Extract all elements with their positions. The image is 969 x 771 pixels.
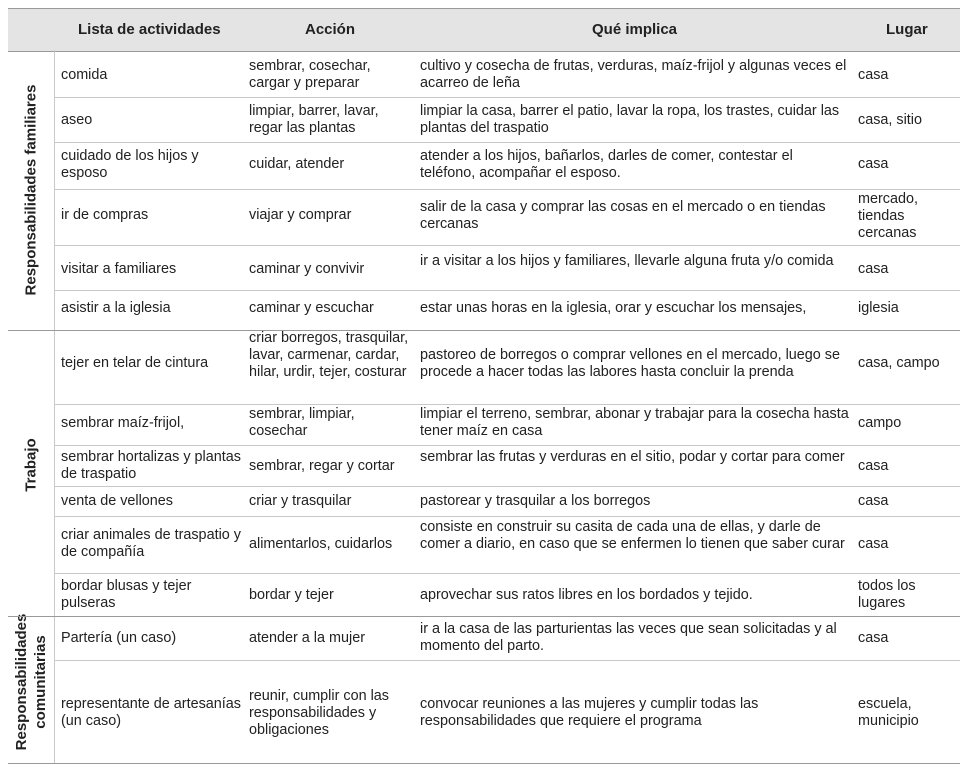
cell-actividad: criar animales de traspatio y de compañía (61, 527, 241, 560)
cell-accion: caminar y convivir (249, 261, 365, 277)
cell-actividad: Partería (un caso) (61, 630, 177, 646)
cell-actividad: comida (61, 67, 108, 83)
cell-implica: limpiar la casa, barrer el patio, lavar la ropa, los trastes, cuidar las plantas del traspatio (420, 103, 840, 136)
cell-actividad: aseo (61, 112, 93, 128)
row-divider (55, 189, 960, 190)
cell-lugar: casa, campo (858, 355, 940, 371)
table-header (8, 8, 960, 52)
row-divider (55, 142, 960, 143)
cell-accion: reunir, cumplir con las responsabilidades y obligaciones (249, 688, 389, 738)
group-label: Responsabilidades comunitarias (13, 613, 49, 751)
cell-accion: bordar y tejer (249, 587, 334, 603)
cell-implica: sembrar las frutas y verduras en el sitio, podar y cortar para comer (420, 449, 845, 465)
cell-implica: ir a la casa de las parturientas las veces que sean solicitadas y al momento del parto. (420, 621, 837, 654)
group-divider (8, 616, 960, 617)
row-divider (55, 97, 960, 98)
table-bottom-line (8, 763, 960, 764)
cell-actividad: tejer en telar de cintura (61, 355, 209, 371)
cell-implica: limpiar el terreno, sembrar, abonar y trabajar para la cosecha hasta tener maíz en casa (420, 406, 849, 439)
cell-accion: alimentarlos, cuidarlos (249, 536, 393, 552)
cell-lugar: iglesia (858, 300, 899, 316)
cell-actividad: representante de artesanías (un caso) (61, 696, 242, 729)
cell-actividad: bordar blusas y tejer pulseras (61, 578, 192, 611)
group-responsabilidades-familiares (8, 50, 54, 330)
cell-implica: salir de la casa y comprar las cosas en el mercado o en tiendas cercanas (420, 199, 826, 232)
cell-actividad: venta de vellones (61, 493, 174, 509)
header-actividad: Lista de actividades (78, 21, 221, 38)
cell-accion: limpiar, barrer, lavar, regar las plantas (249, 103, 379, 136)
cell-lugar: casa (858, 536, 889, 552)
group-responsabilidades-comunitarias (8, 600, 54, 764)
row-divider (55, 573, 960, 574)
cell-accion: criar borregos, trasquilar, lavar, carmenar, cardar, hilar, urdir, tejer, costurar (249, 330, 409, 380)
cell-lugar: mercado, tiendas cercanas (858, 191, 918, 241)
cell-accion: sembrar, limpiar, cosechar (249, 406, 355, 439)
cell-accion: sembrar, cosechar, cargar y preparar (249, 58, 371, 91)
header-accion: Acción (305, 21, 356, 38)
cell-lugar: todos los lugares (858, 578, 916, 611)
row-divider (55, 290, 960, 291)
header-implica: Qué implica (592, 21, 678, 38)
cell-implica: pastoreo de borregos o comprar vellones en el mercado, luego se procede a hacer todas las labores hasta concluir la prenda (420, 347, 840, 380)
cell-implica: consiste en construir su casita de cada una de ellas, y darle de comer a diario, en caso que se enfermen lo tienen que saber curar (420, 519, 845, 552)
cell-lugar: escuela, municipio (858, 696, 919, 729)
cell-lugar: casa (858, 630, 889, 646)
cell-actividad: sembrar maíz-frijol, (61, 415, 185, 431)
cell-implica: pastorear y trasquilar a los borregos (420, 493, 651, 509)
row-divider (55, 245, 960, 246)
cell-lugar: casa (858, 458, 889, 474)
cell-lugar: casa (858, 493, 889, 509)
cell-actividad: sembrar hortalizas y plantas de traspatio (61, 449, 241, 482)
cell-actividad: ir de compras (61, 207, 149, 223)
group-trabajo (8, 330, 54, 600)
cell-implica: cultivo y cosecha de frutas, verduras, maíz-frijol y algunas veces el acarreo de leña (420, 58, 847, 91)
group-label: Trabajo (22, 438, 40, 492)
cell-implica: atender a los hijos, bañarlos, darles de comer, contestar el teléfono, acompañar el esposo. (420, 148, 793, 181)
cell-accion: sembrar, regar y cortar (249, 458, 395, 474)
row-divider (55, 486, 960, 487)
group-divider (8, 330, 960, 331)
cell-lugar: campo (858, 415, 902, 431)
cell-implica: convocar reuniones a las mujeres y cumplir todas las responsabilidades que requiere el programa (420, 696, 759, 729)
cell-lugar: casa (858, 156, 889, 172)
group-label: Responsabilidades familiares (22, 84, 40, 296)
cell-lugar: casa (858, 67, 889, 83)
group-column-divider (54, 50, 55, 764)
cell-implica: estar unas horas en la iglesia, orar y escuchar los mensajes, (420, 300, 807, 316)
header-lugar: Lugar (886, 21, 928, 38)
cell-accion: viajar y comprar (249, 207, 352, 223)
row-divider (55, 516, 960, 517)
row-divider (55, 404, 960, 405)
activities-table (8, 8, 960, 764)
row-divider (55, 445, 960, 446)
cell-accion: cuidar, atender (249, 156, 345, 172)
cell-actividad: cuidado de los hijos y esposo (61, 148, 199, 181)
cell-accion: atender a la mujer (249, 630, 365, 646)
cell-lugar: casa, sitio (858, 112, 922, 128)
cell-implica: ir a visitar a los hijos y familiares, llevarle alguna fruta y/o comida (420, 253, 834, 269)
cell-accion: caminar y escuchar (249, 300, 374, 316)
row-divider (55, 660, 960, 661)
cell-actividad: asistir a la iglesia (61, 300, 171, 316)
cell-lugar: casa (858, 261, 889, 277)
cell-accion: criar y trasquilar (249, 493, 352, 509)
cell-implica: aprovechar sus ratos libres en los bordados y tejido. (420, 587, 753, 603)
cell-actividad: visitar a familiares (61, 261, 177, 277)
